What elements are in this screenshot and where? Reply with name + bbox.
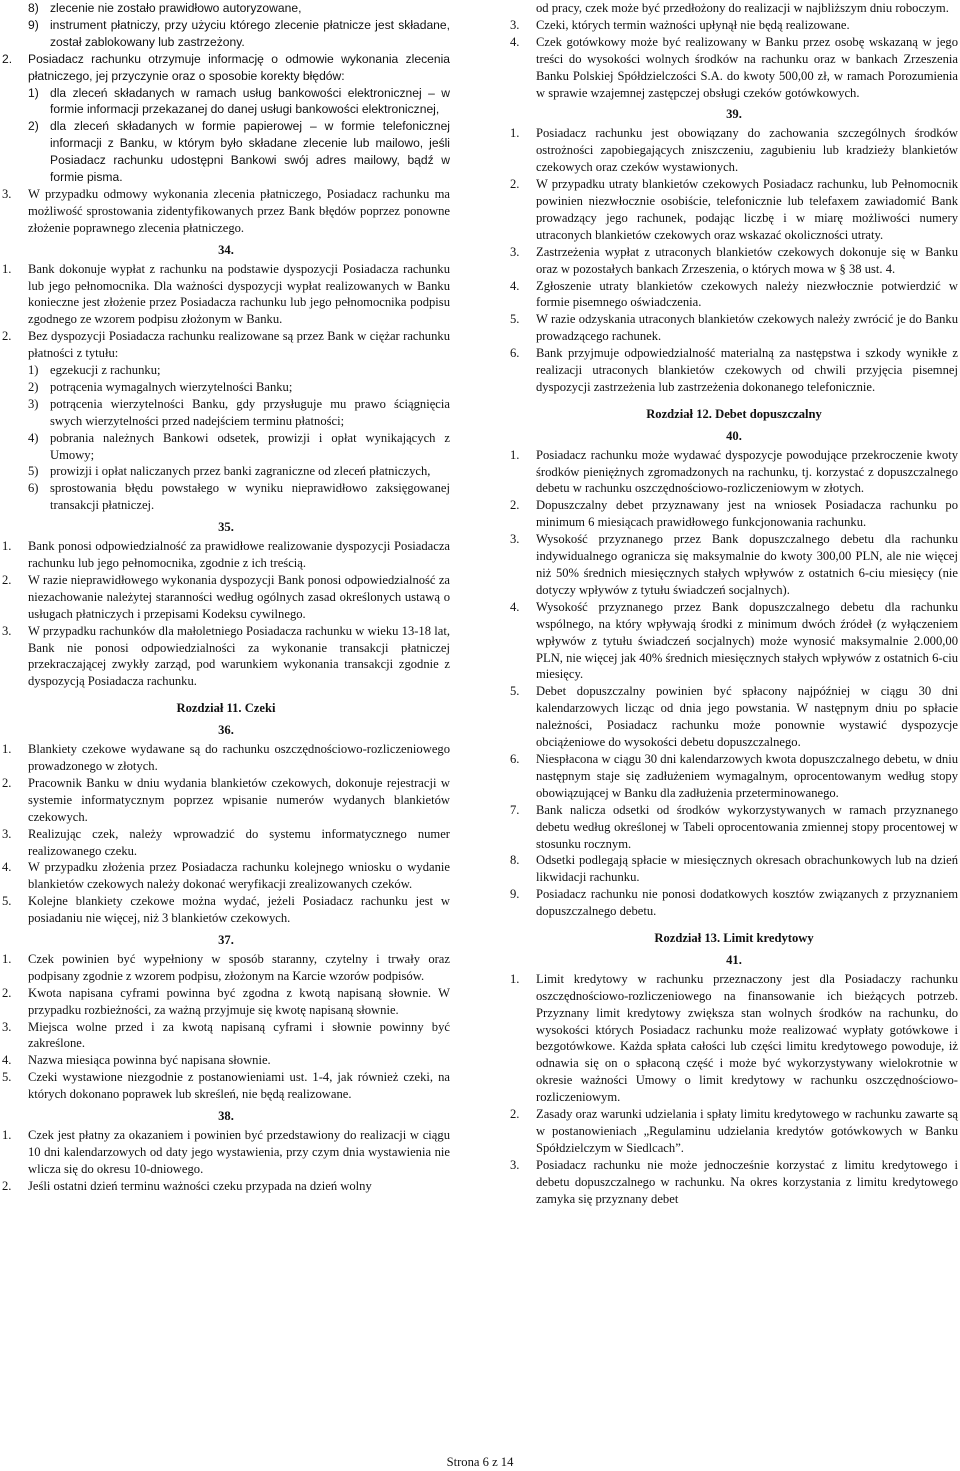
item-text: Kolejne blankiety czekowe można wydać, jeżeli Posiadacz rachunku jest w posiadaniu nie więcej, niż 3 blankietów czekowych. bbox=[28, 894, 450, 926]
numbered-item bbox=[510, 278, 958, 312]
item-text: Nazwa miesiąca powinna być napisana słownie. bbox=[28, 1053, 271, 1068]
sub-item bbox=[28, 463, 450, 480]
item-text: Posiadacz rachunku nie może jednocześnie korzystać z limitu kredytowego i debetu dopuszczalnego w rachunku. Na okres korzystania z limitu kredytowego zamyka się przyznany debet bbox=[536, 1157, 958, 1206]
item-text: potrącenia wymagalnych wierzytelności Banku; bbox=[50, 379, 293, 394]
numbered-item bbox=[2, 328, 450, 362]
item-text: W przypadku utraty blankietów czekowych Posiadacz rachunku, lub Pełnomocnik powinien niezwłocznie osobiście, telefonicznie lub telefaxem zawiadomić Bank prowadzący jego rachunek, podając liczbę i w miarę możliwości numery utraconych blankietów czekowych oraz wskazać okoliczności utraty. bbox=[536, 177, 958, 242]
item-number: 8. bbox=[510, 853, 520, 868]
item-text: Czeki wystawione niezgodnie z postanowieniami ust. 1-4, jak również czeki, na których dokonano poprawek lub skreśleń, nie będą realizowane. bbox=[28, 1070, 450, 1102]
numbered-item bbox=[2, 951, 450, 985]
item-text: W razie nieprawidłowego wykonania dyspozycji Bank ponosi odpowiedzialność za niezachowanie należytej staranności według ogólnych zasad określonych ustawą o usługach płatniczych i przepisami Kodeksu cywilnego. bbox=[28, 572, 450, 621]
item-number: 3. bbox=[510, 532, 520, 547]
item-text: W przypadku rachunków dla małoletniego Posiadacza rachunku w wieku 13-18 lat, Bank nie ponosi odpowiedzialności za wykonanie transakcji płatniczej przekraczającej zwykły zarząd, pod warunkiem wykonania transakcji zgodnie z dyspozycją Posiadacza rachunku. bbox=[28, 623, 450, 689]
item-text: Niespłacona w ciągu 30 dni kalendarzowych kwota dopuszczalnego debetu, w dniu następnym staje się zadłużeniem wymagalnym, oprocentowanym według stopy obowiązującej w Banku dla zadłużenia przeterminowanego. bbox=[536, 751, 958, 800]
numbered-item bbox=[510, 125, 958, 176]
item-text: sprostowania błędu powstałego w wyniku nieprawidłowo zaksięgowanej transakcji płatniczej. bbox=[50, 481, 450, 513]
numbered-item bbox=[2, 1019, 450, 1053]
item-number: 2. bbox=[510, 1107, 520, 1122]
item-number: 1. bbox=[2, 539, 12, 554]
item-number bbox=[510, 0, 536, 17]
item-text: W przypadku odmowy wykonania zlecenia płatniczego, Posiadacz rachunku ma możliwość sprostowania zidentyfikowanych przez Bank błędów poprzez ponowne złożenie poprawnego zlecenia płatniczego. bbox=[28, 186, 450, 235]
item-number: 2) bbox=[28, 119, 39, 134]
item-number: 2. bbox=[510, 177, 520, 192]
numbered-item bbox=[2, 775, 450, 826]
item-text: Kwota napisana cyframi powinna być zgodna z kwotą napisaną słownie. W przypadku rozbieżności, za ważną przyjmuje się kwotę napisaną słownie. bbox=[28, 985, 450, 1017]
section-heading: 39. bbox=[726, 107, 742, 122]
item-number: 1. bbox=[510, 971, 520, 986]
numbered-item bbox=[2, 1069, 450, 1103]
item-number: 6. bbox=[510, 346, 520, 361]
sub-item bbox=[28, 118, 450, 186]
item-number: 2. bbox=[2, 572, 12, 587]
numbered-item bbox=[510, 599, 958, 684]
item-text: Czeki, których termin ważności upłynął nie będą realizowane. bbox=[536, 17, 850, 32]
item-number: 1. bbox=[2, 742, 12, 757]
numbered-item bbox=[2, 826, 450, 860]
item-text: dla zleceń składanych w ramach usług bankowości elektronicznej – w formie informacji przekazanej do danej usługi bankowości elektronicznej, bbox=[50, 85, 450, 117]
numbered-item bbox=[2, 893, 450, 927]
item-text: Limit kredytowy w rachunku przeznaczony jest dla Posiadaczy rachunku oszczędnościowo-rozliczeniowego na finansowanie ich bieżących potrzeb. Przyznany limit kredytowy zwiększa stan wolnych środków na rachunku, do wysokości których Posiadacz rachunku może realizować wypłaty gotówkowe i bezgotówkowe. Każda spłata całości lub części limitu kredytowego powoduje, iż odnawia się on o spłaconą część i może być wykorzystywany wielokrotnie w okresie ważności Umowy o limit kredytowy w rachunku oszczędnościowo-rozliczeniowym. bbox=[536, 971, 958, 1105]
item-number: 4. bbox=[510, 278, 520, 293]
item-text: od pracy, czek może być przedłożony do realizacji w najbliższym dniu roboczym. bbox=[536, 1, 949, 15]
item-text: Zasady oraz warunki udzielania i spłaty limitu kredytowego w rachunku zawarte są w postanowieniach „Regulaminu udzielania kredytów gotówkowych w Banku Spółdzielczym w Siedlcach”. bbox=[536, 1107, 958, 1155]
item-number: 4. bbox=[2, 860, 12, 875]
item-number: 9) bbox=[28, 17, 39, 32]
section-heading: 37. bbox=[218, 933, 234, 948]
numbered-item bbox=[2, 261, 450, 329]
numbered-item bbox=[510, 311, 958, 345]
sub-item bbox=[28, 0, 450, 17]
item-number: 5. bbox=[510, 684, 520, 699]
item-number: 2. bbox=[2, 775, 12, 790]
item-number: 2. bbox=[2, 51, 13, 66]
item-number: 3. bbox=[510, 244, 520, 259]
item-text: Posiadacz rachunku jest obowiązany do zachowania szczególnych środków ostrożności zapobiegających zniszczeniu, zagubieniu lub kradzieży blankietów czekowych oraz czeków wystawionych. bbox=[536, 126, 958, 175]
section-heading: 36. bbox=[218, 723, 234, 738]
item-number: 2. bbox=[2, 329, 12, 344]
item-number: 3. bbox=[510, 17, 520, 32]
item-text: Czek gotówkowy może być realizowany w Banku przez osobę wskazaną w jego treści do wysokości wolnych środków na rachunku oraz w bankach Zrzeszenia Banku Polskiej Spółdzielczości S.A. do kwoty 500,00 zł, w ramach Porozumienia w sprawie wzajemnej zastępczej obsługi czeków gotówkowych. bbox=[536, 34, 958, 100]
item-text: Miejsca wolne przed i za kwotą napisaną cyframi i słownie powinny być zakreślone. bbox=[28, 1019, 450, 1051]
item-text: Debet dopuszczalny powinien być spłacony najpóźniej w ciągu 30 dni kalendarzowych licząc od dnia jego powstania. W następnym dniu po spłacie należności, Posiadacz rachunku może ponownie wystawić dyspozycje obciążeniowe do wysokości debetu dopuszczalnego. bbox=[536, 684, 958, 750]
numbered-item bbox=[2, 538, 450, 572]
item-number: 4. bbox=[510, 599, 520, 614]
numbered-item bbox=[510, 244, 958, 278]
sub-item bbox=[28, 430, 450, 464]
chapter-heading: Rozdział 12. Debet dopuszczalny bbox=[646, 406, 822, 421]
item-number: 3. bbox=[2, 826, 12, 841]
sub-item bbox=[28, 480, 450, 514]
numbered-item bbox=[510, 34, 958, 102]
numbered-item bbox=[510, 176, 958, 244]
item-text: pobrania należnych Bankowi odsetek, prowizji i opłat wynikających z Umowy; bbox=[50, 430, 450, 462]
section-heading: 40. bbox=[726, 428, 742, 443]
item-text: Czek powinien być wypełniony w sposób staranny, czytelny i trwały oraz podpisany zgodnie z wzorem podpisu, złożonym na Karcie wzorów podpisów. bbox=[28, 951, 450, 983]
sub-item bbox=[28, 379, 450, 396]
item-number: 5) bbox=[28, 464, 39, 479]
item-number: 4) bbox=[28, 430, 39, 445]
item-text: Bank nalicza odsetki od środków wykorzystywanych w ramach przyznanego debetu według określonej w Tabeli oprocentowania zmiennej stopy procentowej w stosunku rocznym. bbox=[536, 802, 958, 851]
numbered-item bbox=[2, 51, 450, 85]
numbered-item bbox=[510, 497, 958, 531]
item-number: 2. bbox=[2, 1178, 12, 1193]
item-text: Odsetki podlegają spłacie w miesięcznych okresach obrachunkowych lub na dzień likwidacji rachunku. bbox=[536, 853, 958, 885]
numbered-item bbox=[510, 447, 958, 498]
item-text: Realizując czek, należy wprowadzić do systemu informatycznego numer realizowanego czeku. bbox=[28, 826, 450, 858]
item-number: 4. bbox=[510, 34, 520, 49]
section-heading: 38. bbox=[218, 1109, 234, 1124]
item-number: 1. bbox=[2, 951, 12, 966]
item-text: Zastrzeżenia wypłat z utraconych blankietów czekowych dokonuje się w Banku oraz w pozostałych bankach Zrzeszenia, o których mowa w § 38 ust. 4. bbox=[536, 244, 958, 276]
item-text: Dopuszczalny debet przyznawany jest na wniosek Posiadacza rachunku po minimum 6 miesiącach prawidłowego funkcjonowania rachunku. bbox=[536, 498, 958, 530]
numbered-item bbox=[2, 1052, 450, 1069]
numbered-item bbox=[2, 985, 450, 1019]
item-number: 3. bbox=[2, 623, 12, 638]
numbered-item bbox=[510, 751, 958, 802]
item-number: 1. bbox=[2, 261, 12, 276]
item-number: 1. bbox=[510, 447, 520, 462]
numbered-item bbox=[510, 886, 958, 920]
item-number: 3) bbox=[28, 396, 39, 411]
numbered-item bbox=[2, 741, 450, 775]
item-number: 2. bbox=[510, 498, 520, 513]
item-number: 3. bbox=[2, 1019, 12, 1034]
numbered-item bbox=[510, 971, 958, 1106]
item-number: 5. bbox=[2, 894, 12, 909]
item-number: 3. bbox=[2, 186, 12, 201]
numbered-item bbox=[2, 859, 450, 893]
item-text: potrącenia wierzytelności Banku, gdy przysługuje mu prawo ściągnięcia swych wierzytelności przed nadejściem terminu płatności; bbox=[50, 396, 450, 428]
numbered-item bbox=[2, 1178, 450, 1195]
item-number: 6) bbox=[28, 481, 39, 496]
sub-item bbox=[28, 17, 450, 51]
item-number: 4. bbox=[2, 1053, 12, 1068]
section-heading: 41. bbox=[726, 952, 742, 967]
numbered-item bbox=[2, 186, 450, 237]
item-number: 1. bbox=[510, 126, 520, 141]
item-number: 8) bbox=[28, 1, 39, 15]
item-number: 9. bbox=[510, 887, 520, 902]
item-text: Czek jest płatny za okazaniem i powinien być przedstawiony do realizacji w ciągu 10 dni kalendarzowych od daty jego wystawienia, przy czym dnia wystawienia nie wlicza się do okresu 10-dniowego. bbox=[28, 1128, 450, 1176]
item-text: Bank ponosi odpowiedzialność za prawidłowe realizowanie dyspozycji Posiadacza rachunku lub jego pełnomocnika, zgodnie z ich treścią. bbox=[28, 539, 450, 570]
item-text: prowizji i opłat naliczanych przez banki zagraniczne od zleceń płatniczych, bbox=[50, 464, 431, 479]
item-number: 1) bbox=[28, 363, 39, 378]
numbered-item bbox=[510, 345, 958, 396]
item-text: Posiadacz rachunku może wydawać dyspozycje powodujące przekroczenie kwoty środków pieniężnych zgromadzonych na rachunku, tj. korzystać z dopuszczalnego debetu w rachunku oszczędnościowo-rozliczeniowym w złotych. bbox=[536, 447, 958, 496]
item-number: 2) bbox=[28, 379, 39, 394]
item-text: Bank dokonuje wypłat z rachunku na podstawie dyspozycji Posiadacza rachunku lub jego pełnomocnika. Dla ważności dyspozycji wypłat realizowanych w Banku konieczne jest złożenie przez Posiadacza rachunku lub jego pełnomocnika podpisu zgodnego ze wzorem podpisu złożonym w Banku. bbox=[28, 261, 450, 327]
numbered-item bbox=[510, 852, 958, 886]
item-text: W przypadku złożenia przez Posiadacza rachunku kolejnego wniosku o wydanie blankietów czekowych należy dokonać weryfikacji zrealizowanych czeków. bbox=[28, 860, 450, 892]
page-footer: Strona 6 z 14 bbox=[446, 1455, 514, 1469]
item-text: dla zleceń składanych w formie papierowej – w formie telefonicznej informacji z Banku, w którym było składane zlecenie lub mailowo, jeśli Posiadacz rachunku udostępni Bankowi swój adres mailowy, bądź w formie pisma. bbox=[50, 119, 450, 185]
item-text: Bank przyjmuje odpowiedzialność materialną za następstwa i szkody wynikłe z realizacji utraconych blankietów czekowych od chwili przyjęcia pisemnej dyspozycji zastrzeżenia lub zastrzeżenia dokonanego telefonicznie. bbox=[536, 346, 958, 394]
numbered-item bbox=[2, 572, 450, 623]
numbered-item bbox=[2, 623, 450, 691]
item-text: W razie odzyskania utraconych blankietów czekowych należy zwrócić je do Banku prowadzącego rachunek. bbox=[536, 312, 958, 344]
item-text: Wysokość przyznanego przez Bank dopuszczalnego debetu dla rachunku wspólnego, na który wpływają środki z minimum dwóch źródeł (z wyłączeniem wpływów z tytułu świadczeń socjalnych) może wynosić maksymalnie 2.000,00 PLN, nie więcej jak 40% średnich miesięcznych stałych wpływów z ostatnich 6-ciu miesięcy. bbox=[536, 599, 958, 682]
item-text: Bez dyspozycji Posiadacza rachunku realizowane są przez Bank w ciężar rachunku płatności z tytułu: bbox=[28, 329, 450, 361]
item-text: Pracownik Banku w dniu wydania blankietów czekowych, dokonuje rejestracji w systemie informatycznym poprzez wpisanie numerów wydanych blankietów czekowych. bbox=[28, 775, 450, 824]
item-number: 5. bbox=[510, 312, 520, 327]
item-number: 6. bbox=[510, 751, 520, 766]
item-number: 7. bbox=[510, 802, 520, 817]
item-number: 1. bbox=[2, 1128, 12, 1142]
item-text: Blankiety czekowe wydawane są do rachunku oszczędnościowo-rozliczeniowego prowadzonego w złotych. bbox=[28, 742, 450, 773]
numbered-item bbox=[510, 0, 958, 17]
numbered-item bbox=[510, 17, 958, 34]
numbered-item bbox=[510, 1157, 958, 1208]
item-text: egzekucji z rachunku; bbox=[50, 363, 161, 378]
right-column bbox=[510, 0, 958, 1208]
numbered-item bbox=[2, 1127, 450, 1178]
numbered-item bbox=[510, 802, 958, 853]
section-heading: 35. bbox=[218, 520, 234, 535]
sub-item bbox=[28, 396, 450, 430]
numbered-item bbox=[510, 1106, 958, 1157]
section-heading: 34. bbox=[218, 242, 234, 257]
item-text: zlecenie nie zostało prawidłowo autoryzowane, bbox=[50, 1, 302, 15]
numbered-item bbox=[510, 683, 958, 751]
item-text: Jeśli ostatni dzień terminu ważności czeku przypada na dzień wolny bbox=[28, 1178, 372, 1193]
chapter-heading: Rozdział 13. Limit kredytowy bbox=[654, 931, 814, 946]
chapter-heading: Rozdział 11. Czeki bbox=[176, 701, 276, 716]
item-number: 1) bbox=[28, 85, 39, 100]
numbered-item bbox=[510, 531, 958, 599]
left-column bbox=[2, 0, 450, 1195]
item-number: 3. bbox=[510, 1157, 520, 1172]
item-number: 2. bbox=[2, 985, 12, 1000]
item-number: 5. bbox=[2, 1070, 12, 1085]
item-text: Posiadacz rachunku otrzymuje informację o odmowie wykonania zlecenia płatniczego, jej przyczynie oraz o sposobie korekty błędów: bbox=[28, 51, 450, 83]
item-text: Posiadacz rachunku nie ponosi dodatkowych kosztów związanych z przyznaniem dopuszczalnego debetu. bbox=[536, 887, 958, 919]
item-text: Wysokość przyznanego przez Bank dopuszczalnego debetu dla rachunku indywidualnego ogranicza się maksymalnie do kwoty 300,00 PLN, ale nie więcej niż 50% średnich miesięcznych stałych wpływów z ostatnich 6-ciu miesięcy (nie dotyczy wpływów z tytułu świadczeń socjalnych). bbox=[536, 532, 958, 597]
item-text: Zgłoszenie utraty blankietów czekowych należy niezwłocznie potwierdzić w formie pisemnego oświadczenia. bbox=[536, 278, 958, 310]
sub-item bbox=[28, 362, 450, 379]
sub-item bbox=[28, 85, 450, 119]
item-text: instrument płatniczy, przy użyciu którego zlecenie płatnicze jest składane, został zablokowany lub zastrzeżony. bbox=[50, 17, 450, 49]
